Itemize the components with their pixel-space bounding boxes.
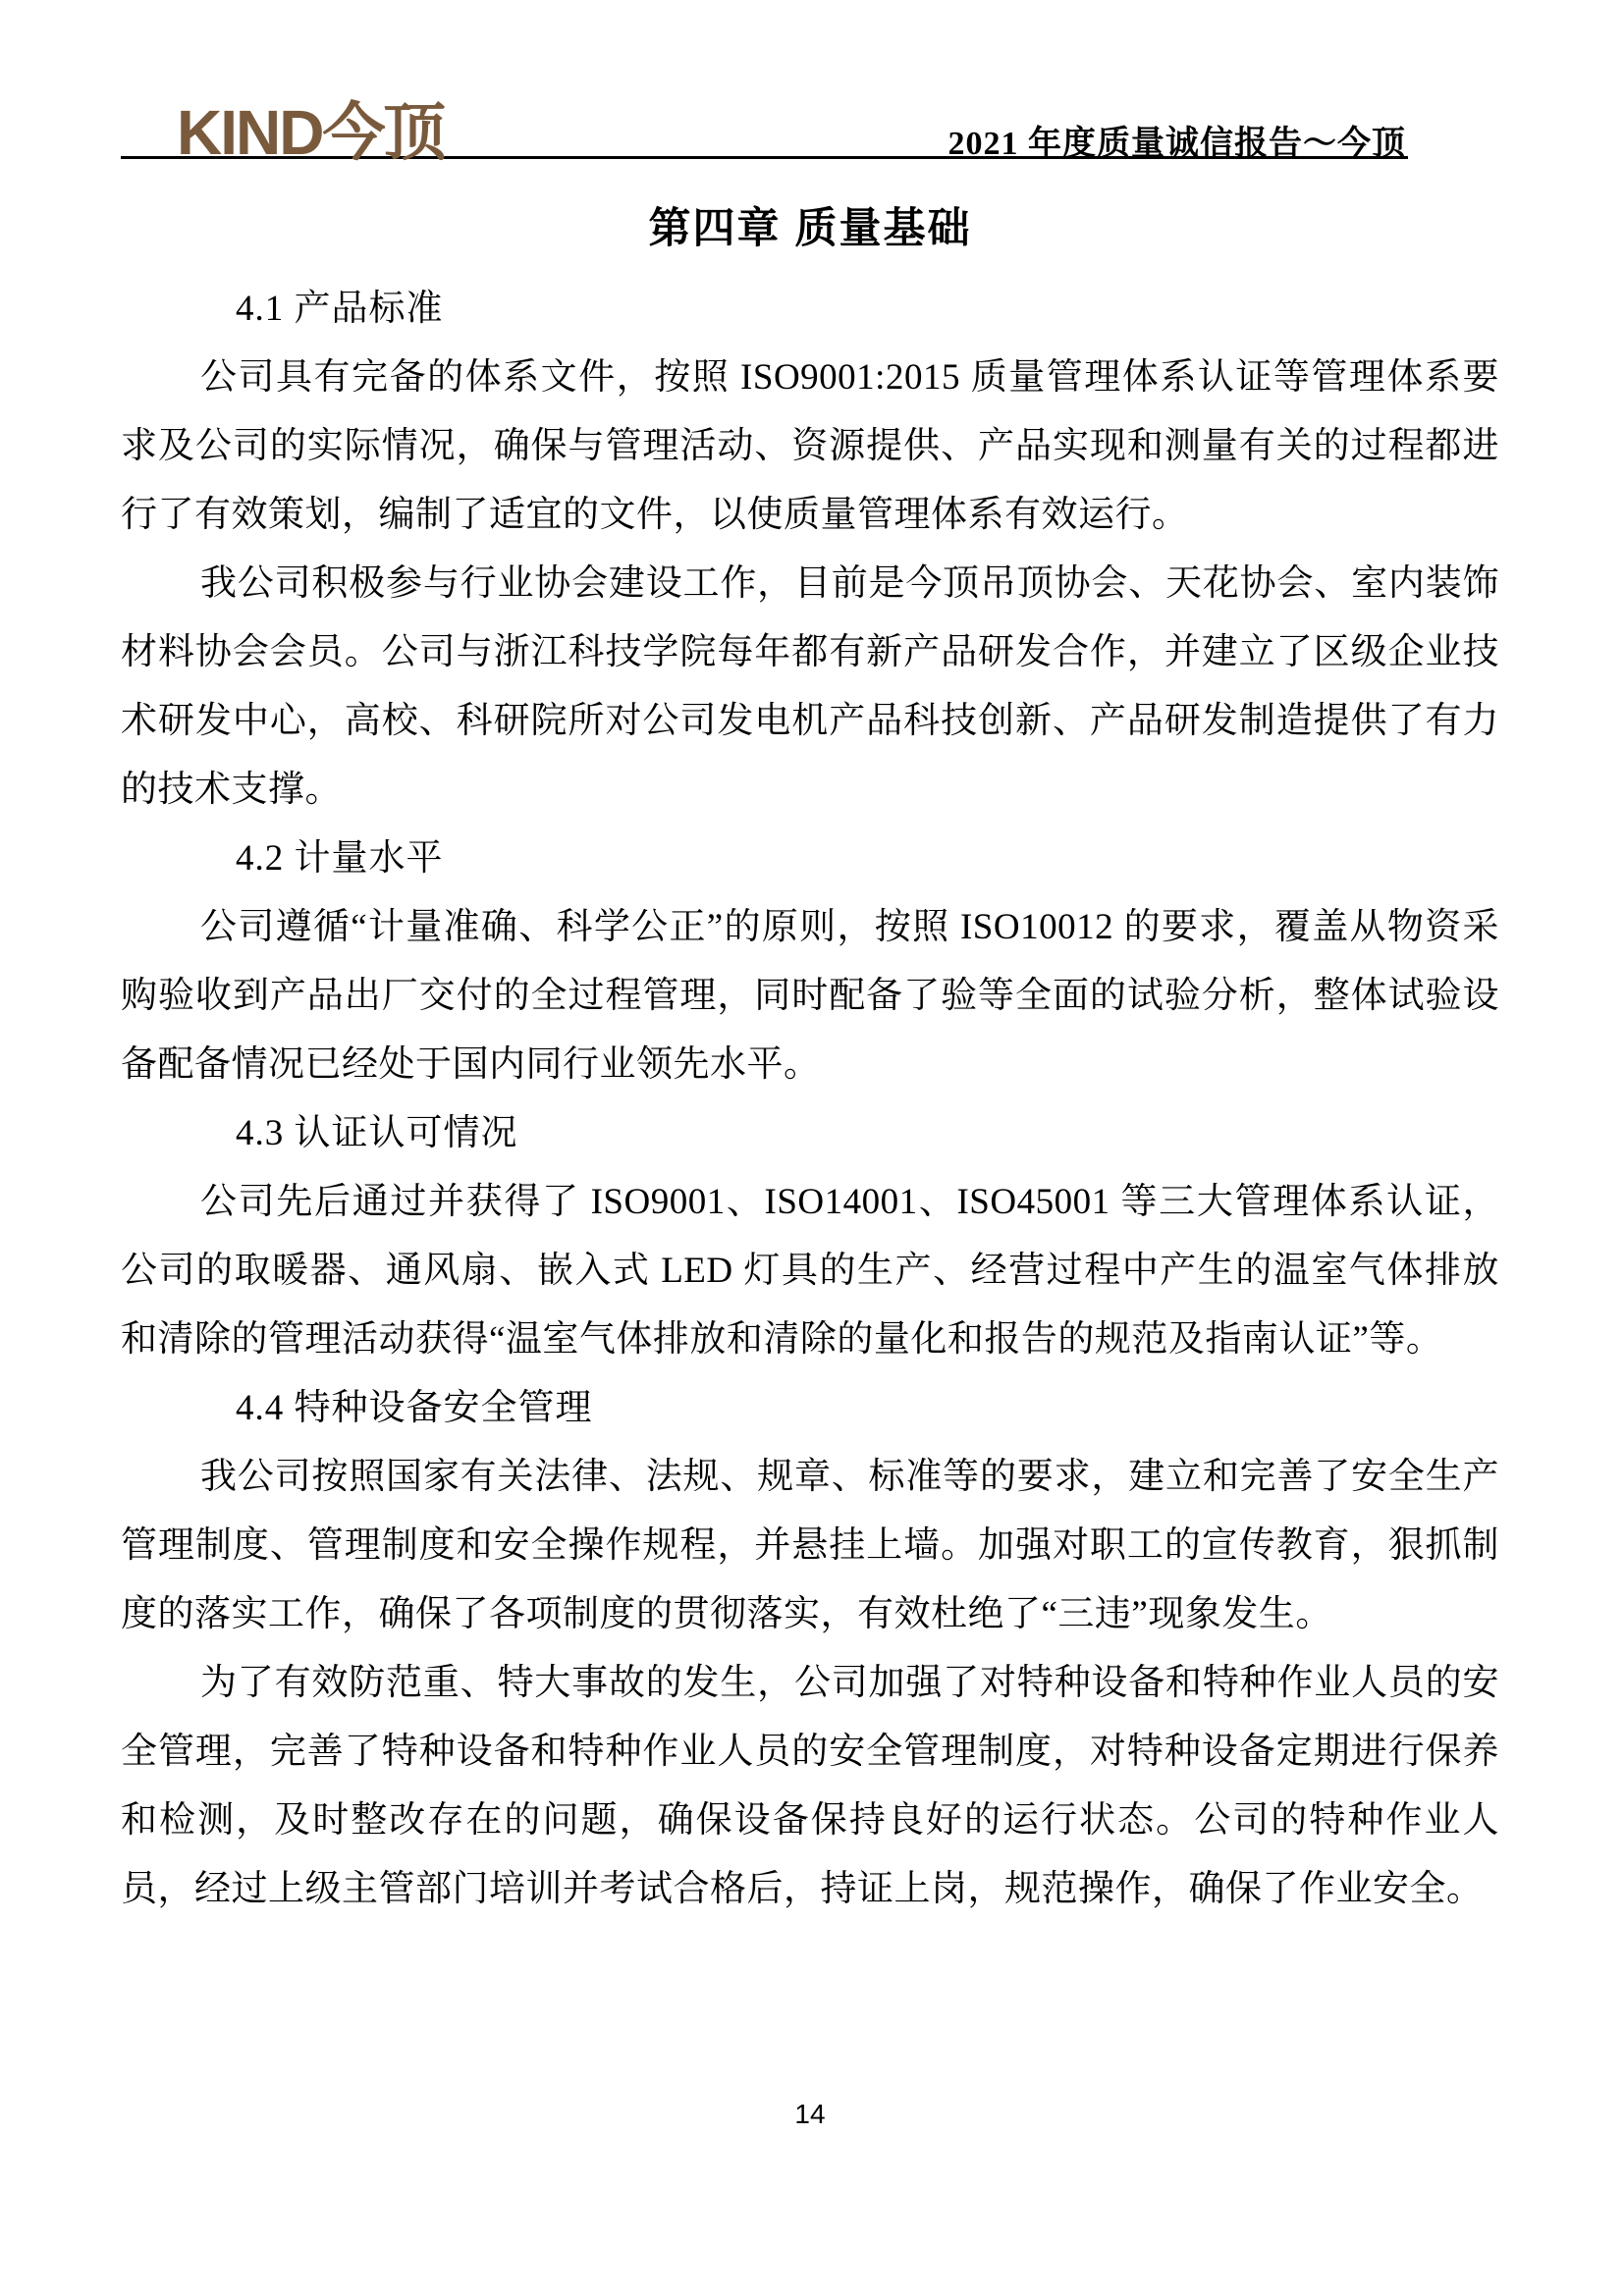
chapter-title: 第四章 质量基础	[648, 205, 972, 252]
section-certification-status	[121, 1099, 1499, 1374]
paragraph: 我公司积极参与行业协会建设工作，目前是今顶吊顶协会、天花协会、室内装饰材料协会会员。公司与浙江科技学院每年都有新产品研发合作，并建立了区级企业技术研发中心，高校、科研院所对公司发电机产品科技创新、产品研发制造提供了有力的技术支撑。	[121, 563, 1499, 810]
section-heading: 4.2 计量水平	[236, 838, 444, 879]
paragraph: 公司遵循“计量准确、科学公正”的原则，按照 ISO10012 的要求，覆盖从物资采购验收到产品出厂交付的全过程管理，同时配备了验等全面的试验分析，整体试验设备配备情况已经处于国内同行业领先水平。	[121, 907, 1499, 1085]
section-heading: 4.1 产品标准	[236, 289, 444, 329]
paragraph: 我公司按照国家有关法律、法规、规章、标准等的要求，建立和完善了安全生产管理制度、管理制度和安全操作规程，并悬挂上墙。加强对职工的宣传教育，狠抓制度的落实工作，确保了各项制度的贯彻落实，有效杜绝了“三违”现象发生。	[121, 1457, 1499, 1634]
paragraph: 为了有效防范重、特大事故的发生，公司加强了对特种设备和特种作业人员的安全管理，完善了特种设备和特种作业人员的安全管理制度，对特种设备定期进行保养和检测，及时整改存在的问题，确保设备保持良好的运行状态。公司的特种作业人员，经过上级主管部门培训并考试合格后，持证上岗，规范操作，确保了作业安全。	[121, 1663, 1499, 1909]
page-content	[121, 198, 1499, 1924]
section-metrology-level	[121, 825, 1499, 1099]
section-heading: 4.4 特种设备安全管理	[236, 1388, 593, 1428]
section-special-equipment-safety	[121, 1374, 1499, 1924]
paragraph: 公司具有完备的体系文件，按照 ISO9001:2015 质量管理体系认证等管理体系要求及公司的实际情况，确保与管理活动、资源提供、产品实现和测量有关的过程都进行了有效策划，编制了适宜的文件，以使质量管理体系有效运行。	[121, 357, 1499, 535]
paragraph: 公司先后通过并获得了 ISO9001、ISO14001、ISO45001 等三大管理体系认证，公司的取暖器、通风扇、嵌入式 LED 灯具的生产、经营过程中产生的温室气体排放和清除的管理活动获得“温室气体排放和清除的量化和报告的规范及指南认证”等。	[121, 1182, 1499, 1360]
section-heading: 4.3 认证认可情况	[236, 1113, 518, 1153]
page-number: 14	[794, 2099, 826, 2129]
report-header-title: 2021 年度质量诚信报告～今顶	[947, 126, 1406, 162]
brand-logo: KIND今顶	[177, 97, 445, 168]
section-product-standards	[121, 275, 1499, 825]
